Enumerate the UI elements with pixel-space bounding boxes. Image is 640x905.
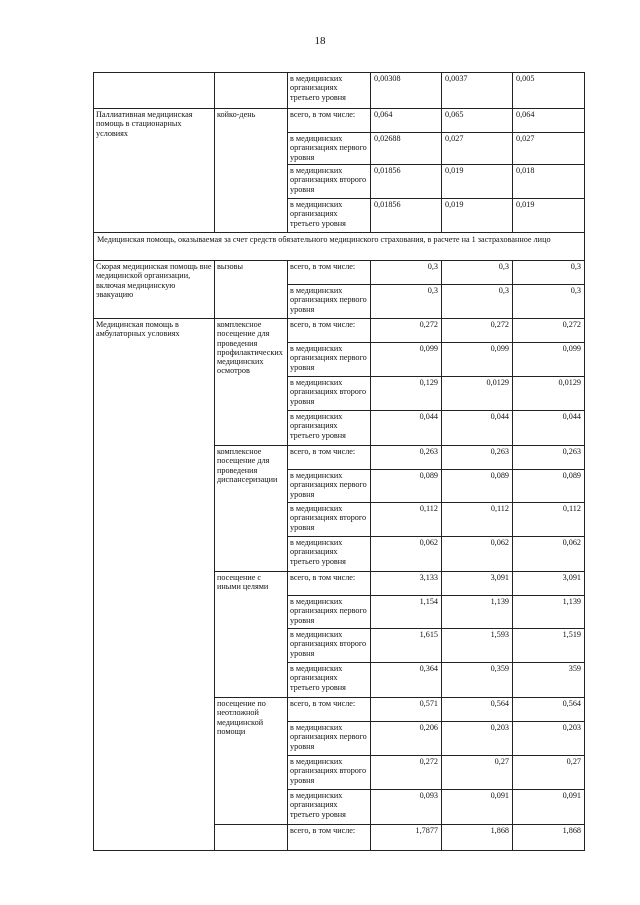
value-cell: 1,593 [442,629,513,663]
level-cell: в медицинских организациях третьего уровня [288,663,371,698]
level-cell: всего, в том числе: [288,109,371,133]
value-cell: 3,091 [513,572,585,596]
value-cell: 0,3 [371,261,442,285]
value-cell: 0,564 [513,698,585,722]
care-type-cell: Скорая медицинская помощь вне медицинской организации, включая медицинскую эвакуацию [94,261,215,319]
level-cell: в медицинских организациях третьего уровня [288,537,371,572]
table-row [94,73,585,109]
level-cell: в медицинских организациях третьего уровня [288,411,371,446]
unit-cell: комплексное посещение для проведения диспансеризации [215,446,288,572]
level-cell: всего, в том числе: [288,572,371,596]
value-cell: 0,272 [442,319,513,343]
value-cell: 0,02688 [371,133,442,165]
value-cell: 0,062 [371,537,442,572]
level-cell: в медицинских организациях первого уровня [288,285,371,319]
unit-cell: койко-день [215,109,288,233]
value-cell: 0,099 [513,343,585,377]
value-cell: 0,062 [513,537,585,572]
value-cell: 0,091 [442,790,513,825]
value-cell: 0,359 [442,663,513,698]
value-cell: 0,364 [371,663,442,698]
value-cell: 0,062 [442,537,513,572]
value-cell: 0,01856 [371,199,442,233]
value-cell: 1,139 [513,596,585,629]
level-cell: в медицинских организациях первого уровня [288,596,371,629]
value-cell: 0,272 [371,319,442,343]
value-cell: 0,099 [442,343,513,377]
value-cell: 3,133 [371,572,442,596]
value-cell: 0,112 [442,503,513,537]
section-header: Медицинская помощь, оказываемая за счет средств обязательного медицинского страхования, в расчете на 1 застрахованное лицо [94,233,585,261]
value-cell: 0,089 [442,470,513,503]
value-cell: 0,099 [371,343,442,377]
level-cell: в медицинских организациях первого уровня [288,133,371,165]
value-cell: 0,112 [513,503,585,537]
value-cell: 0,27 [513,756,585,790]
value-cell: 0,027 [442,133,513,165]
value-cell: 0,044 [371,411,442,446]
value-cell: 0,01856 [371,165,442,199]
level-cell: всего, в том числе: [288,698,371,722]
level-cell: в медицинских организациях второго уровня [288,629,371,663]
value-cell: 0,263 [513,446,585,470]
table-row [94,109,585,133]
level-cell: всего, в том числе: [288,319,371,343]
value-cell: 0,112 [371,503,442,537]
value-cell: 0,263 [371,446,442,470]
value-cell: 0,27 [442,756,513,790]
value-cell: 0,005 [513,73,585,109]
value-cell: 3,091 [442,572,513,596]
volume-table [93,72,585,851]
value-cell: 0,3 [513,261,585,285]
value-cell: 0,0129 [442,377,513,411]
unit-cell [215,73,288,109]
care-type-cell [94,73,215,109]
section-header-row [94,233,585,261]
unit-cell [215,825,288,851]
level-cell: в медицинских организациях первого уровня [288,343,371,377]
value-cell: 0,272 [513,319,585,343]
value-cell: 0,263 [442,446,513,470]
value-cell: 0,3 [513,285,585,319]
value-cell: 0,064 [371,109,442,133]
value-cell: 0,3 [442,261,513,285]
value-cell: 0,044 [442,411,513,446]
value-cell: 1,519 [513,629,585,663]
value-cell: 0,018 [513,165,585,199]
level-cell: всего, в том числе: [288,261,371,285]
level-cell: в медицинских организациях первого уровня [288,470,371,503]
value-cell: 1,7877 [371,825,442,851]
value-cell: 0,064 [513,109,585,133]
level-cell: всего, в том числе: [288,825,371,851]
value-cell: 0,0129 [513,377,585,411]
value-cell: 359 [513,663,585,698]
value-cell: 0,203 [442,722,513,756]
care-type-cell: Паллиативная медицинская помощь в стационарных условиях [94,109,215,233]
value-cell: 0,027 [513,133,585,165]
level-cell: в медицинских организациях третьего уровня [288,73,371,109]
value-cell: 0,065 [442,109,513,133]
table-row [94,261,585,285]
level-cell: в медицинских организациях третьего уровня [288,790,371,825]
table-row [94,319,585,343]
value-cell: 0,019 [513,199,585,233]
value-cell: 1,154 [371,596,442,629]
value-cell: 0,019 [442,199,513,233]
value-cell: 1,139 [442,596,513,629]
value-cell: 0,3 [442,285,513,319]
unit-cell: посещение с иными целями [215,572,288,698]
value-cell: 0,044 [513,411,585,446]
value-cell: 1,615 [371,629,442,663]
value-cell: 0,089 [371,470,442,503]
value-cell: 0,019 [442,165,513,199]
value-cell: 0,3 [371,285,442,319]
value-cell: 1,868 [442,825,513,851]
level-cell: в медицинских организациях первого уровня [288,722,371,756]
value-cell: 0,206 [371,722,442,756]
value-cell: 0,089 [513,470,585,503]
level-cell: в медицинских организациях второго уровня [288,756,371,790]
value-cell: 0,129 [371,377,442,411]
level-cell: в медицинских организациях второго уровня [288,503,371,537]
unit-cell: вызовы [215,261,288,319]
care-type-cell: Медицинская помощь в амбулаторных условиях [94,319,215,851]
level-cell: в медицинских организациях третьего уровня [288,199,371,233]
level-cell: всего, в том числе: [288,446,371,470]
value-cell: 0,272 [371,756,442,790]
page-number: 18 [314,35,326,47]
unit-cell: комплексное посещение для проведения профилактических медицинских осмотров [215,319,288,446]
level-cell: в медицинских организациях второго уровня [288,377,371,411]
value-cell: 0,093 [371,790,442,825]
level-cell: в медицинских организациях второго уровня [288,165,371,199]
value-cell: 0,00308 [371,73,442,109]
value-cell: 0,0037 [442,73,513,109]
value-cell: 0,203 [513,722,585,756]
value-cell: 0,564 [442,698,513,722]
value-cell: 0,571 [371,698,442,722]
unit-cell: посещение по неотложной медицинской помощи [215,698,288,825]
value-cell: 0,091 [513,790,585,825]
value-cell: 1,868 [513,825,585,851]
